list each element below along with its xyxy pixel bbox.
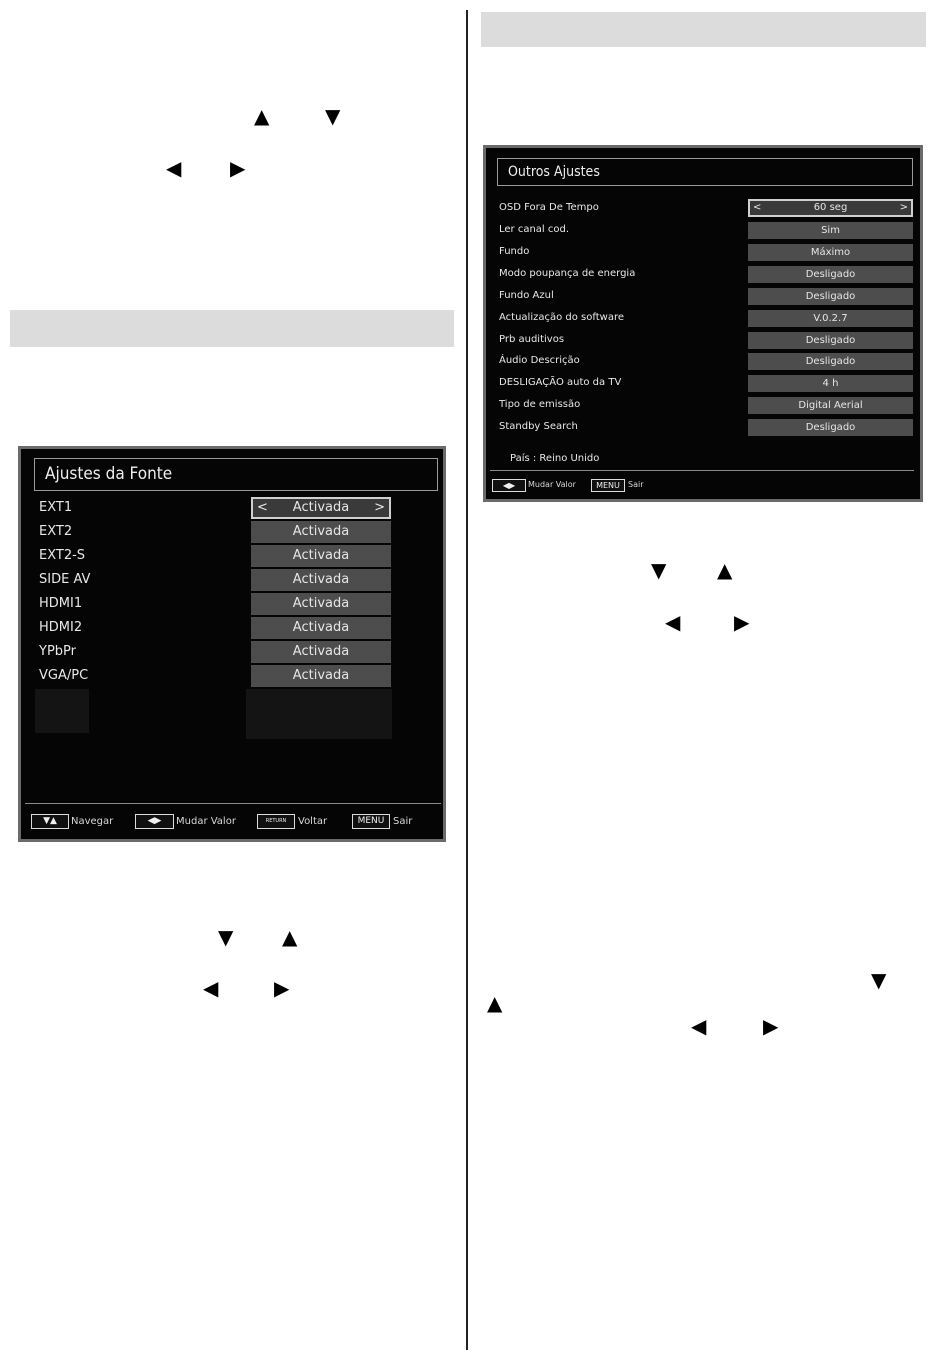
exit-label: Sair [628,480,644,489]
source-ext1-value-text: Activada [292,500,350,515]
down-arrow-icon: ▼ [43,816,50,826]
left-arrow-icon: ◀ [147,816,155,826]
osd-timeout-value[interactable] [748,199,913,217]
source-hdmi1-label: HDMI1 [39,596,83,611]
source-ext2-value[interactable]: Activada [251,521,391,543]
chevron-right-icon[interactable]: > [374,500,385,515]
source-ext2-label: EXT2 [39,524,73,539]
left-section-heading-bar [10,310,454,347]
up-arrow-icon: ▲ [50,816,57,826]
source-hdmi2-value[interactable]: Activada [251,617,391,639]
chevron-right-icon[interactable]: > [899,202,908,213]
source-side-av-label: SIDE AV [39,572,91,587]
footer-separator [25,803,441,804]
down-arrow-icon: ▼ [871,968,887,992]
footer-separator [490,470,914,471]
right-arrow-icon: ▶ [734,610,750,634]
menu-key: MENU [591,479,625,492]
software-upgrade-label: Actualização do software [499,312,624,323]
standby-search-value[interactable]: Desligado [748,419,913,436]
empty-value-slot [246,689,392,739]
column-divider [466,10,468,1350]
right-section-heading-bar [481,12,926,47]
change-value-key [492,479,526,492]
country-label: País : Reino Unido [510,453,600,464]
right-arrow-icon: ▶ [274,976,290,1000]
source-ext2s-value[interactable]: Activada [251,545,391,567]
blue-background-label: Fundo Azul [499,290,554,301]
up-arrow-icon: ▲ [254,104,270,128]
up-arrow-icon: ▲ [487,991,503,1015]
broadcast-type-value[interactable]: Digital Aerial [748,397,913,414]
blue-background-value[interactable]: Desligado [748,288,913,305]
change-value-label: Mudar Valor [528,480,576,489]
source-settings-title: Ajustes da Fonte [34,458,438,491]
source-hdmi1-value[interactable]: Activada [251,593,391,615]
source-vga-pc-value[interactable]: Activada [251,665,391,687]
osd-timeout-value-text: 60 seg [813,202,848,213]
navigate-key [31,814,69,829]
source-ypbpr-value[interactable]: Activada [251,641,391,663]
left-arrow-icon: ◀ [691,1014,707,1038]
down-arrow-icon: ▼ [325,104,341,128]
other-settings-title: Outros Ajustes [497,158,913,186]
power-save-value[interactable]: Desligado [748,266,913,283]
left-arrow-icon: ◀ [166,156,182,180]
source-ypbpr-label: YPbPr [39,644,76,659]
source-side-av-value[interactable]: Activada [251,569,391,591]
navigate-label: Navegar [71,816,114,827]
left-arrow-icon: ◀ [665,610,681,634]
change-value-key [135,814,174,829]
empty-label-slot [35,689,89,733]
up-arrow-icon: ▲ [717,558,733,582]
audio-description-value[interactable]: Desligado [748,353,913,370]
change-value-label: Mudar Valor [176,816,236,827]
backlight-label: Fundo [499,246,530,257]
source-hdmi2-label: HDMI2 [39,620,83,635]
left-arrow-icon: ◀ [502,481,509,490]
broadcast-type-label: Tipo de emissão [499,399,581,410]
return-key: RETURN [257,814,295,829]
backlight-value[interactable]: Máximo [748,244,913,261]
scan-encrypted-label: Ler canal cod. [499,224,570,235]
up-arrow-icon: ▲ [282,925,298,949]
chevron-left-icon[interactable]: < [257,500,268,515]
other-settings-screen [483,145,923,502]
osd-timeout-label: OSD Fora De Tempo [499,202,599,213]
scan-encrypted-value[interactable]: Sim [748,222,913,239]
exit-label: Sair [393,816,413,827]
right-arrow-icon: ▶ [509,481,516,490]
source-ext1-value[interactable] [251,497,391,519]
source-vga-pc-label: VGA/PC [39,668,89,683]
source-ext1-label: EXT1 [39,500,73,515]
auto-tv-off-label: DESLIGAÇÃO auto da TV [499,377,622,388]
hard-of-hearing-label: Prb auditivos [499,334,565,345]
source-ext2s-label: EXT2-S [39,548,86,563]
auto-tv-off-value[interactable]: 4 h [748,375,913,392]
return-label: Voltar [298,816,328,827]
audio-description-label: Áudio Descrição [499,355,580,366]
down-arrow-icon: ▼ [218,925,234,949]
menu-key: MENU [352,814,390,829]
right-arrow-icon: ▶ [763,1014,779,1038]
hard-of-hearing-value[interactable]: Desligado [748,332,913,349]
standby-search-label: Standby Search [499,421,578,432]
right-arrow-icon: ▶ [230,156,246,180]
power-save-label: Modo poupança de energia [499,268,636,279]
left-arrow-icon: ◀ [203,976,219,1000]
down-arrow-icon: ▼ [651,558,667,582]
chevron-left-icon[interactable]: < [753,202,762,213]
right-arrow-icon: ▶ [154,816,162,826]
source-settings-screen [18,446,446,842]
software-upgrade-value[interactable]: V.0.2.7 [748,310,913,327]
